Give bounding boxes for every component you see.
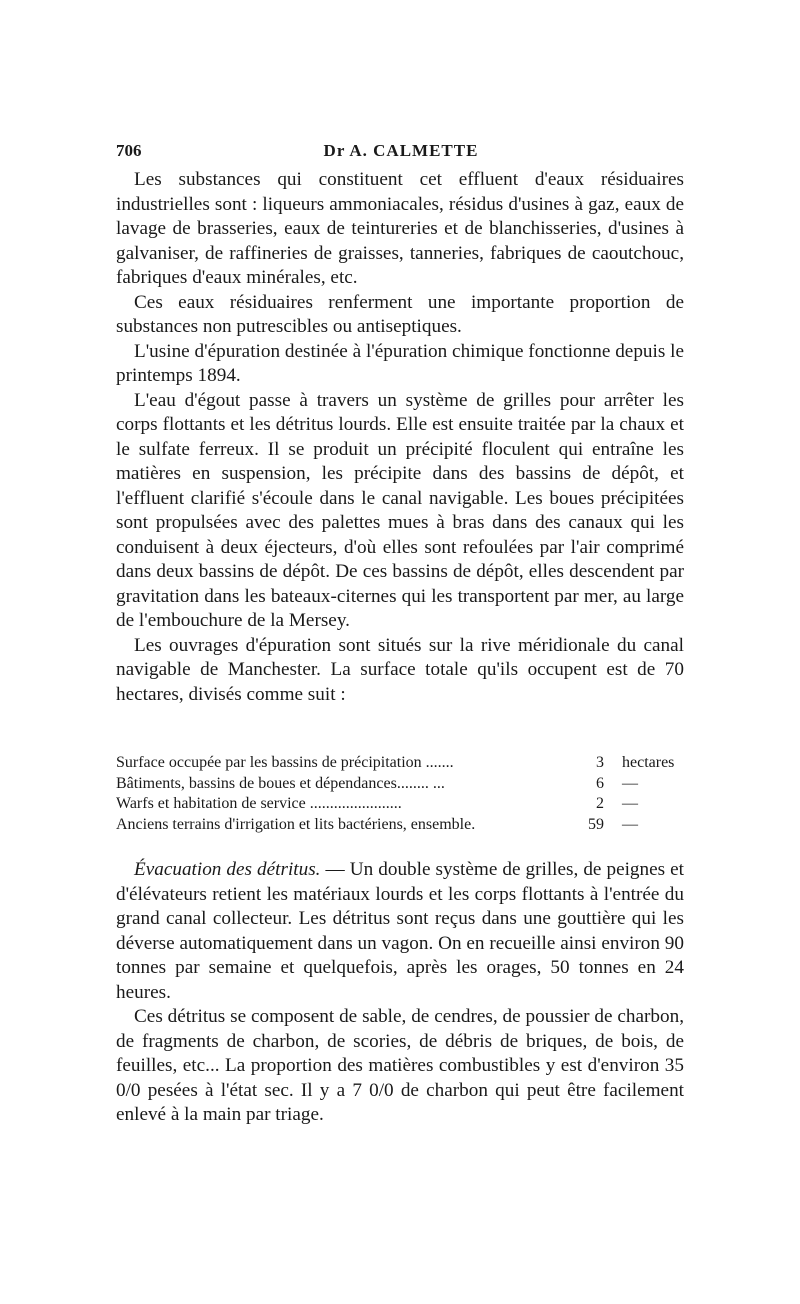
- surface-table: [116, 753, 676, 835]
- row-unit: —: [622, 795, 638, 812]
- paragraph: Ces eaux résiduaires renferment une importante proportion de substances non putrescibles ou antiseptiques.: [116, 291, 684, 337]
- table-row: [116, 753, 676, 774]
- row-value: 2: [596, 795, 604, 812]
- row-label: Bâtiments, bassins de boues et dépendances........ ...: [116, 774, 445, 792]
- section-first-paragraph: — Un double système de grilles, de peignes et d'élévateurs retient les matériaux lourds et les corps flottants à l'entrée du grand canal collecteur. Les détritus sont reçus dans une gouttière qui les déverse automatiquement dans un vagon. On en recueille ainsi environ 90 tonnes par semaine et quelquefois, après les orages, 50 tonnes en 24 heures.: [116, 859, 684, 1003]
- paragraph: Les substances qui constituent cet effluent d'eaux résiduaires industrielles sont : liqueurs ammoniacales, résidus d'usines à gaz, eaux de lavage de brasseries, eaux de teintureries et de blanchisseries, d'usines à galvaniser, de raffineries de graisses, tanneries, fabriques de caoutchouc, fabriques d'eaux minérales, etc.: [116, 169, 684, 288]
- row-label: Anciens terrains d'irrigation et lits bactériens, ensemble.: [116, 815, 476, 833]
- table-row: [116, 774, 676, 795]
- page-header: [116, 141, 686, 167]
- section-heading: Évacuation des détritus.: [134, 859, 321, 880]
- row-value: 3: [596, 754, 604, 771]
- running-title: Dr A. CALMETTE: [323, 141, 479, 160]
- paragraph: Ces détritus se composent de sable, de cendres, de poussier de charbon, de fragments de charbon, de scories, de débris de briques, de bois, de feuilles, etc... La proportion des matières combustibles y est d'environ 35 0/0 pesées à l'état sec. Il y a 7 0/0 de charbon qui peut être facilement enlevé à la main par triage.: [116, 1006, 684, 1125]
- page-number: 706: [116, 141, 142, 160]
- paragraph: L'usine d'épuration destinée à l'épuration chimique fonctionne depuis le printemps 1894.: [116, 340, 684, 386]
- row-unit: —: [622, 815, 638, 833]
- paragraph: L'eau d'égout passe à travers un système de grilles pour arrêter les corps flottants et les détritus lourds. Elle est ensuite traitée par la chaux et le sulfate ferreux. Il se produit un précipité floculent qui entraîne les matières en suspension, les précipite dans des bassins de dépôt, et l'effluent clarifié s'écoule dans le canal navigable. Les boues précipitées sont propulsées avec des palettes mues à bras dans des canaux qui les conduisent à deux éjecteurs, d'où elles sont refoulées par l'air comprimé dans deux bassins de dépôt. De ces bassins de dépôt, elles descendent par gravitation dans les bateaux-citernes qui les transportent par mer, au large de l'embouchure de la Mersey.: [116, 389, 684, 631]
- table-row: [116, 794, 676, 815]
- paragraph: Les ouvrages d'épuration sont situés sur la rive méridionale du canal navigable de Manchester. La surface totale qu'ils occupent est de 70 hectares, divisés comme suit :: [116, 634, 684, 705]
- section-evacuation: [116, 858, 684, 1128]
- row-value: 59: [588, 815, 604, 833]
- row-unit: —: [622, 774, 638, 792]
- paragraph: [116, 858, 684, 1005]
- row-label: Warfs et habitation de service .......................: [116, 795, 402, 812]
- body-text: [116, 168, 684, 707]
- row-value: 6: [596, 774, 604, 792]
- row-unit: hectares: [622, 754, 675, 771]
- row-label: Surface occupée par les bassins de précipitation .......: [116, 754, 454, 771]
- table-row: [116, 815, 676, 836]
